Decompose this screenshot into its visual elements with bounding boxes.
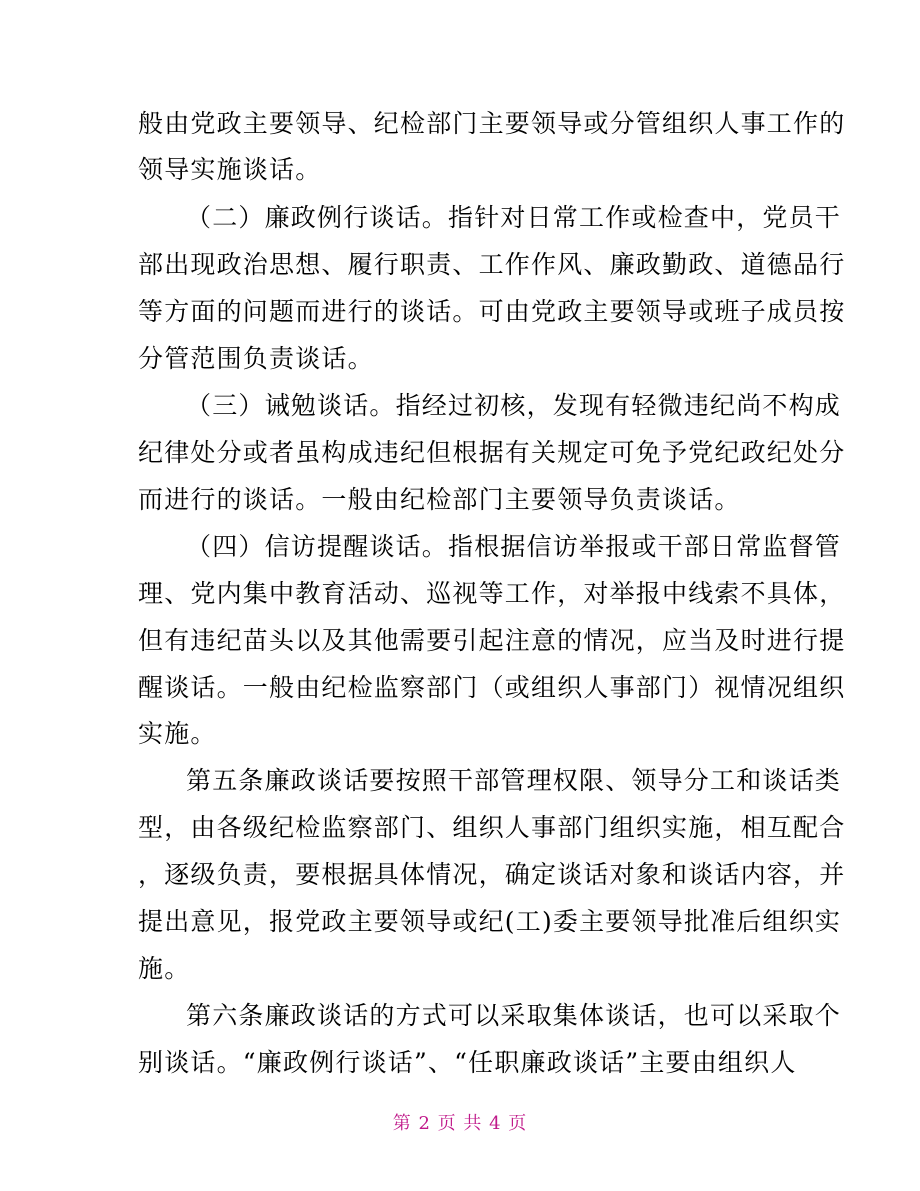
body-line: 纪律处分或者虽构成违纪但根据有关规定可免予党纪政纪处分 (138, 438, 846, 467)
body-line: 等方面的问题而进行的谈话。可由党政主要领导或班子成员按 (138, 297, 846, 326)
body-line: ，逐级负责，要根据具体情况，确定谈话对象和谈话内容，并 (138, 860, 846, 889)
body-line: 领导实施谈话。 (138, 155, 322, 184)
body-line: 部出现政治思想、履行职责、工作作风、廉政勤政、道德品行 (138, 250, 846, 279)
body-line: 但有违纪苗头以及其他需要引起注意的情况，应当及时进行提 (138, 626, 846, 655)
body-line: 分管范围负责谈话。 (138, 344, 374, 373)
paragraph-start-line: （二）廉政例行谈话。指针对日常工作或检查中，党员干 (186, 203, 842, 232)
body-line: 醒谈话。一般由纪检监察部门（或组织人事部门）视情况组织 (138, 673, 846, 702)
paragraph-start-line: 第六条廉政谈话的方式可以采取集体谈话，也可以采取个 (186, 1001, 842, 1030)
paragraph-start-line: （四）信访提醒谈话。指根据信访举报或干部日常监督管 (186, 532, 842, 561)
page-number-footer: 第 2 页 共 4 页 (392, 1113, 528, 1134)
body-line: 理、党内集中教育活动、巡视等工作，对举报中线索不具体， (138, 579, 846, 608)
body-line: 施。 (138, 954, 191, 983)
body-line: 提出意见，报党政主要领导或纪(工)委主要领导批准后组织实 (138, 907, 842, 936)
paragraph-start-line: （三）诫勉谈话。指经过初核，发现有轻微违纪尚不构成 (186, 391, 842, 420)
body-line: 般由党政主要领导、纪检部门主要领导或分管组织人事工作的 (138, 109, 846, 138)
body-line: 别谈话。“廉政例行谈话”、“任职廉政谈话”主要由组织人 (138, 1048, 797, 1077)
body-line: 实施。 (138, 719, 217, 748)
body-line: 型，由各级纪检监察部门、组织人事部门组织实施，相互配合 (138, 813, 846, 842)
paragraph-start-line: 第五条廉政谈话要按照干部管理权限、领导分工和谈话类 (186, 766, 842, 795)
body-line: 而进行的谈话。一般由纪检部门主要领导负责谈话。 (138, 485, 741, 514)
